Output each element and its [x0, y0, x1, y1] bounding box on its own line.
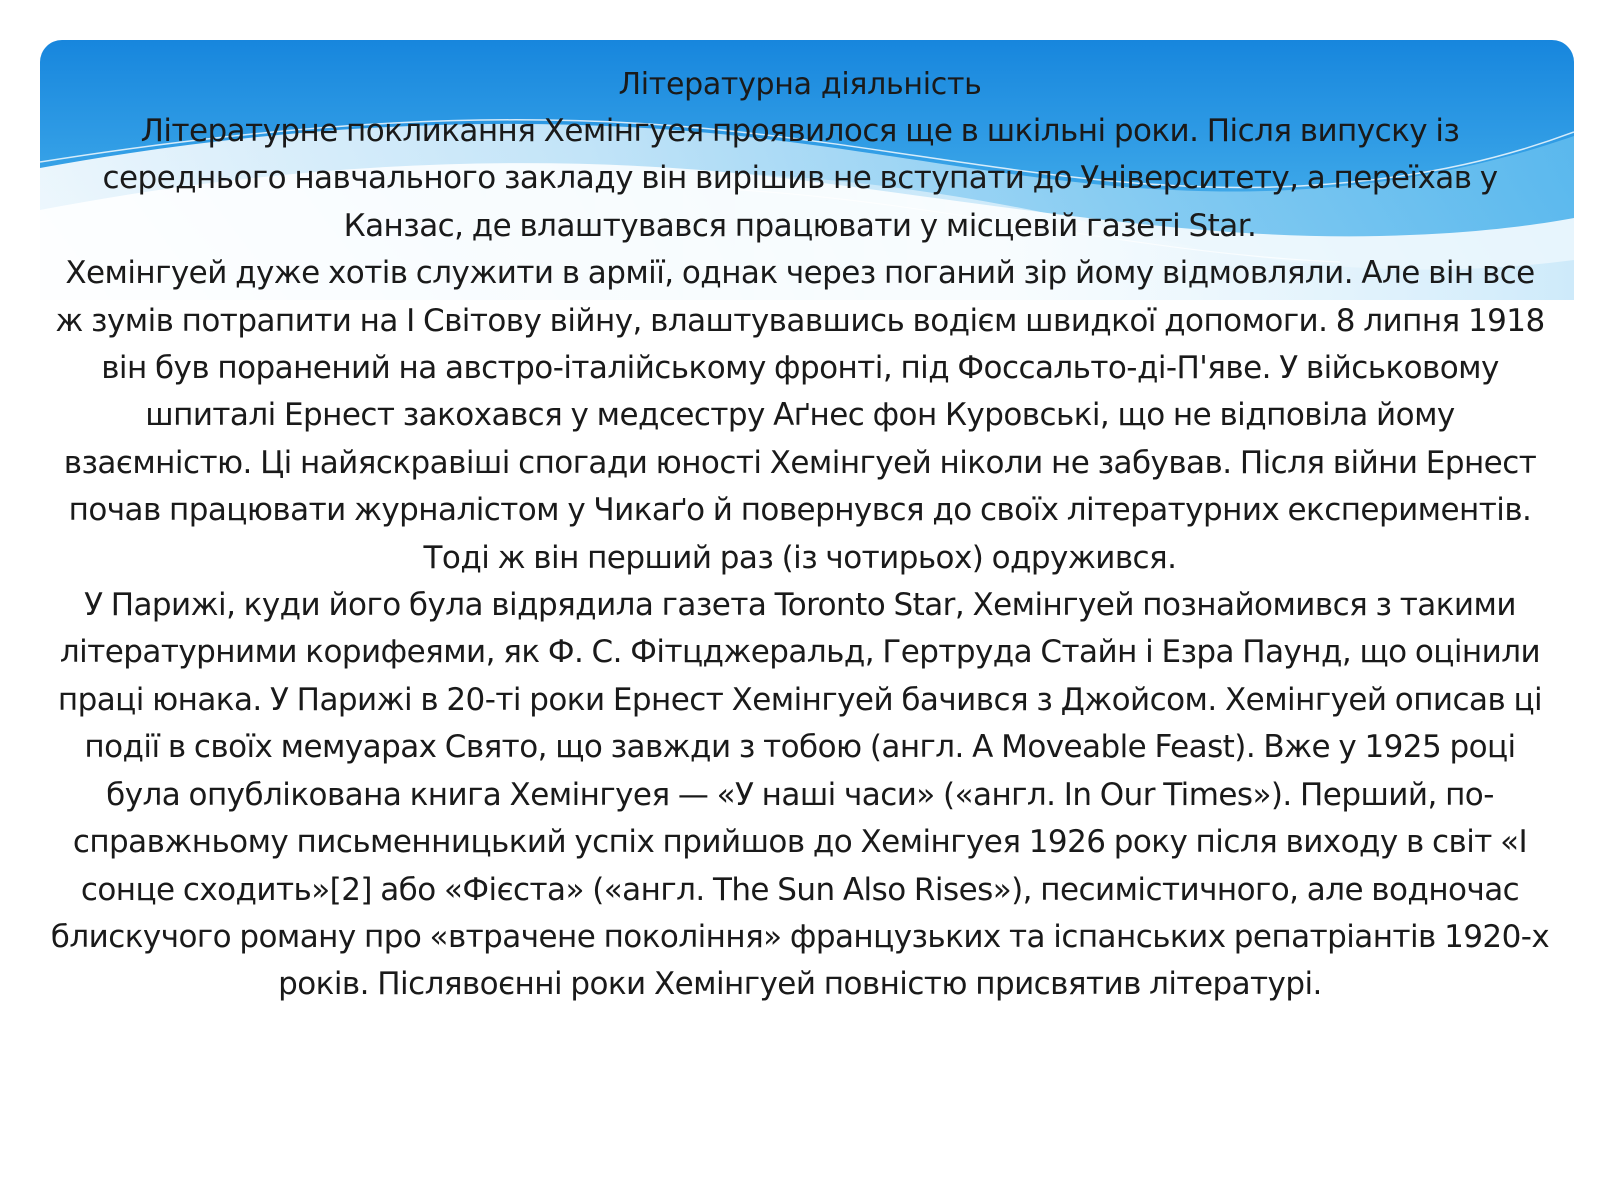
slide-body [50, 62, 1550, 1009]
paragraph-literary-calling: Літературне покликання Хемінгуея проявилося ще в шкільні роки. Після випуску із середнього навчального закладу він вирішив не вступати до Університету, а переїхав у Канзас, де влаштувався працювати у місцевій газеті Star. [102, 113, 1498, 244]
paragraph-war-and-chicago: Хемінгуей дуже хотів служити в армії, однак через поганий зір йому відмовляли. Але він все ж зумів потрапити на І Світову війну, влаштувавшись водієм швидкої допомоги. 8 липня 1918 він був поранений на австро-італійському фронті, під Фоссальто-ді-П'яве. У військовому шпиталі Ернест закохався у медсестру Аґнес фон Куровські, що не відповіла йому взаємністю. Ці найяскравіші спогади юності Хемінгуей ніколи не забував. Після війни Ернест почав працювати журналістом у Чикаґо й повернувся до своїх літературних експериментів. Тоді ж він перший раз (із чотирьох) одружився. [55, 255, 1545, 576]
slide-title: Літературна діяльність [618, 67, 982, 102]
paragraph-paris-years: У Парижі, куди його була відрядила газета Toronto Star, Хемінгуей познайомився з такими літературними корифеями, як Ф. С. Фітцджеральд, Гертруда Стайн і Езра Паунд, що оцінили праці юнака. У Парижі в 20-ті роки Ернест Хемінгуей бачився з Джойсом. Хемінгуей описав ці події в своїх мемуарах Свято, що завжди з тобою (англ. A Moveable Feast). Вже у 1925 році була опублікована книга Хемінгуея — «У наші часи» («англ. In Our Times»). Перший, по-справжньому письменницький успіх прийшов до Хемінгуея 1926 року після виходу в світ «І сонце сходить»[2] або «Фієста» («англ. The Sun Also Rises»), песимістичного, але водночас блискучого роману про «втрачене покоління» французьких та іспанських репатріантів 1920-х років. Післявоєнні роки Хемінгуей повністю присвятив літературі. [50, 587, 1550, 1003]
